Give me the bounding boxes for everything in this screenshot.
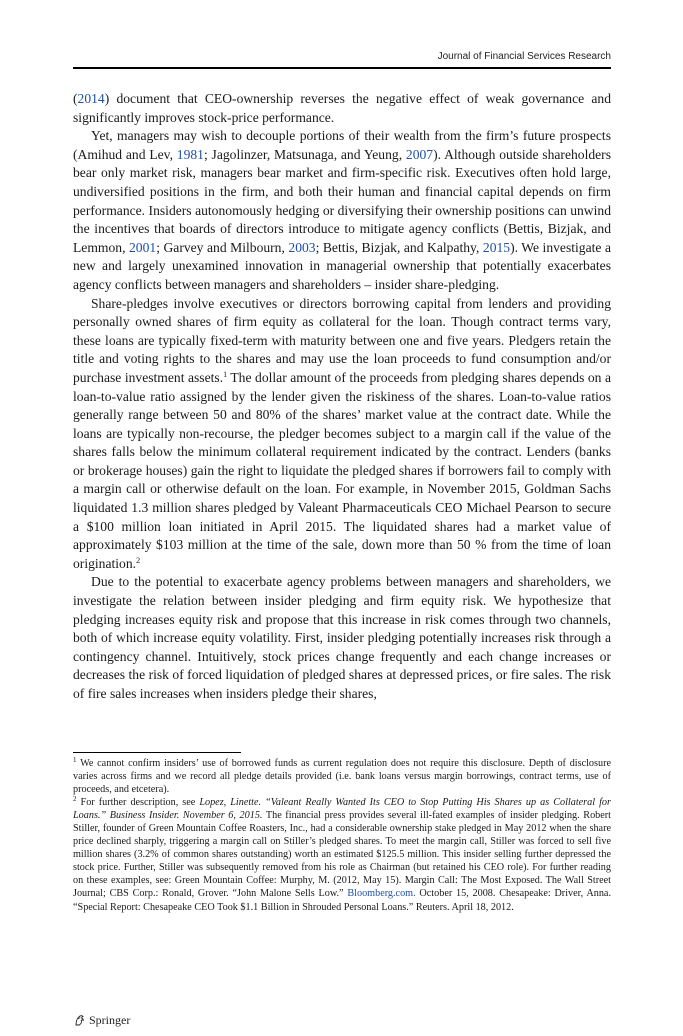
citation-link[interactable]: 2015: [482, 239, 511, 255]
citation-link[interactable]: 2003: [288, 239, 316, 255]
citation-link[interactable]: 2014: [77, 91, 105, 106]
header-rule: [73, 67, 611, 69]
springer-horse-icon: [73, 1014, 86, 1027]
footnote-1: $^1$ We cannot confirm insiders’ use of borrowed funds as current regulation does not require this disclosure. Depth of disclosure varies across firms and we record all pledge details provided (i.e. bank loans versus margin borrowings, contract terms, use of proceeds, and etcetera).: [73, 756, 611, 796]
footnote-2: $^2$ For further description, see Lopez, Linette. “Valeant Really Wanted Its CEO to Stop Putting His Shares up as Collateral for Loans.” Business Insider. November 6, 2015. The financial press provides several ill-fated examples of insider pledging. Robert Stiller, founder of Green Mountain Coffee Roasters, Inc., had a considerable ownership stake pledged in May 2012 when the share price declined sharply, triggering a margin call on Stiller’s pledged shares. To meet the margin call, Stiller was forced to sell five million shares (3.2% of common shares outstanding) worth an estimated $125.5 million. This insider selling further depressed the stock price. Further, Stiller was subsequently removed from his role as Chairman (but retained his CEO role). For further reading on these examples, see: Green Mountain Coffee: Murphy, M. (2012, May 15). Margin Call: The Most Exposed. The Wall Street Journal; CBS Corp.: Ronald, Grover. “John Malone Sells Low.” Bloomberg.com. October 15, 2008. Chesapeake: Driver, Anna. “Special Report: Chesapeake CEO Took $1.1 Billion in Shrouded Personal Loans.” Reuters. April 18, 2012.: [73, 795, 612, 913]
footnote-rule: [73, 752, 241, 753]
paragraph-1: (2014) document that CEO-ownership reverses the negative effect of weak governance and significantly improves stock-price performance.: [73, 91, 611, 125]
footnote-ref-2[interactable]: 2: [136, 555, 141, 565]
bloomberg-link[interactable]: Bloomberg.com.: [347, 888, 416, 900]
footnotes: [73, 757, 611, 914]
publisher-name: Springer: [89, 1013, 131, 1027]
paragraph-4: Due to the potential to exacerbate agency problems between managers and shareholders, we investigate the relation between insider pledging and firm equity risk. We hypothesize that pledging increases equity risk and propose that this increase in risk comes through two channels, both of which increase equity volatility. First, insider pledging potentially increases risk through a contingency channel. Intuitively, stock prices change frequently and each change increases or decreases the risk of forced liquidation of pledged shares at depressed prices, or fire sales. The risk of fire sales increases when insiders pledge their shares,: [73, 574, 611, 701]
paragraph-2: Yet, managers may wish to decouple portions of their wealth from the firm’s future prospects (Amihud and Lev, 1981; Jagolinzer, Matsunaga, and Yeung, 2007). Although outside shareholders bear only market risk, managers bear market and firm-specific risk. Executives often hold large, undiversified positions in the firm, and both their human and financial capital depends on firm performance. Insiders autonomously hedging or diversifying their ownership positions can unwind the incentives that boards of directors introduce to mitigate agency conflicts (Bettis, Bizjak, and Lemmon, 2001; Garvey and Milbourn, 2003; Bettis, Bizjak, and Kalpathy, 2015). We investigate a new and largely unexamined innovation in managerial ownership that potentially exacerbates agency conflicts between managers and shareholders – insider share-pledging.: [73, 128, 611, 292]
citation-link[interactable]: 2007: [405, 146, 434, 162]
footnote-ref-1[interactable]: 1: [223, 369, 228, 379]
publisher-logo: [73, 1013, 130, 1028]
running-header: Journal of Financial Services Research: [437, 51, 611, 62]
article-body: [73, 90, 611, 704]
paragraph-3: Share-pledges involve executives or directors borrowing capital from lenders and providing personally owned shares of firm equity as collateral for the loan. Though contract terms vary, these loans are typically fixed-term with maturity between one and five years. Pledgers retain the title and voting rights to the shares and may use the loan proceeds to fund consumption and/or purchase investment assets.$^1$ The dollar amount of the proceeds from pledging shares depends on a loan-to-value ratio assigned by the lender given the riskiness of the shares. Loan-to-value ratios generally range between 50 and 80% of the shares’ market value at the contract date. While the loans are typically non-recourse, the pledger becomes subject to a margin call if the value of the shares falls below the minimum collateral requirement indicated by the contract. Lenders (banks or brokerage houses) gain the right to liquidate the pledged shares if borrowers fail to comply with a margin call or otherwise default on the loan. For example, in November 2015, Goldman Sachs liquidated 1.3 million shares pledged by Valeant Pharmaceuticals CEO Michael Pearson to secure a $100 million loan initiated in April 2015. The liquidated shares had a market value of approximately $103 million at the time of the sale, down more than 50 % from the time of loan origination.$^2$: [73, 295, 612, 571]
citation-link[interactable]: 2001: [129, 239, 157, 255]
citation-link[interactable]: 1981: [176, 146, 204, 162]
